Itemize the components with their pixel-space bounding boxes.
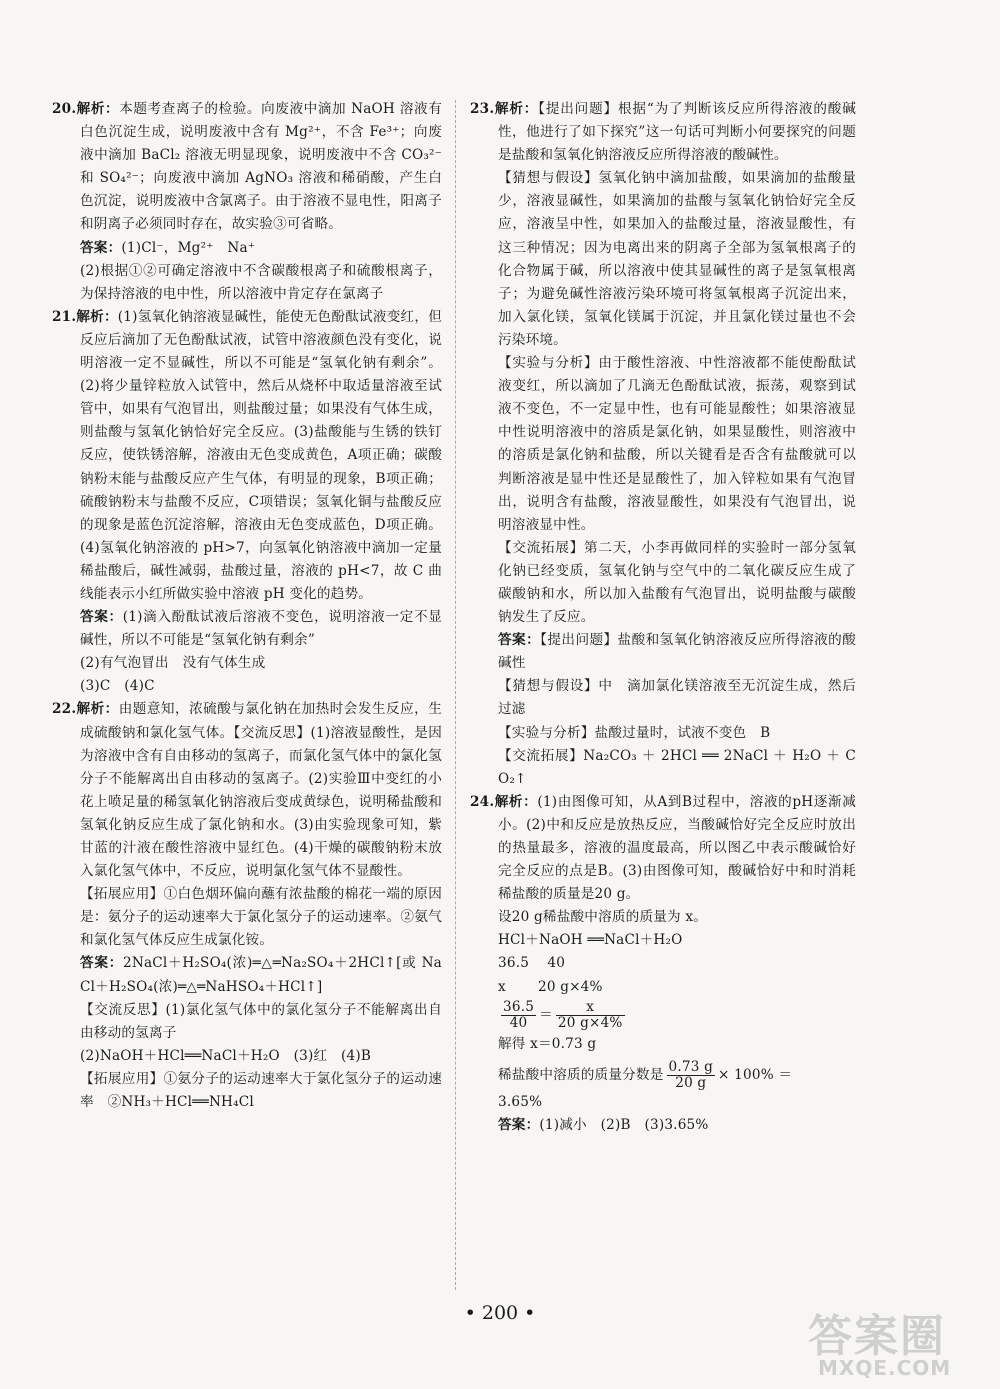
fraction: $\frac{x}{20 g\times 4\%}$ <box>557 998 623 1031</box>
fraction: $\frac{36.5}{40}$ <box>503 998 535 1031</box>
q22-answer-3: (2)NaOH＋HCl══NaCl＋H₂O (3)红 (4)B <box>80 1047 372 1064</box>
q24-result: 3.65% <box>498 1093 543 1110</box>
q21-analysis: 21.解析：(1)氢氧化钠溶液显碱性，能使无色酚酞试液变红，但反应后滴加了无色酚酞试液，试管中溶液颜色没有变化，说明溶液一定不显碱性，所以不可能是“氢氧化钠有剩余”。(2)将少量锌粒放入试管中，然后从烧杯中取适量溶液至试管中，如果有气泡冒出，则盐酸过量；如果没有气体生成，则盐酸与氢氧化钠恰好完全反应。(3)盐酸能与生锈的铁钉反应，使铁锈溶解，溶液由无色变成黄色，A项正确；碳酸钠粉末能与盐酸反应产生气体，有明显的现象，B项正确；硫酸钠粉末与盐酸不反应，C项错误；氢氧化铜与盐酸反应的现象是蓝色沉淀溶解，溶液由无色变成蓝色，D项正确。(4)氢氧化钠溶液的 pH>7，向氢氧化钠溶液中滴加一定量稀盐酸后，碱性减弱，盐酸过量，溶液的 pH<7，故 C 曲线能表示小红所做实验中溶液 pH 变化的趋势。 <box>52 308 442 602</box>
q23-answer-3: 【实验与分析】盐酸过量时，试液不变色 B <box>498 724 771 741</box>
fraction: $\frac{0.73 g}{20 g}$ <box>668 1058 714 1091</box>
q20-answer-1: 答案：(1)Cl⁻，Mg²⁺ Na⁺ <box>80 239 256 256</box>
q21-answer-3: (3)C (4)C <box>80 678 155 695</box>
q24-ratio-top: 36.5 40 <box>498 955 566 972</box>
column-divider <box>455 100 456 1290</box>
q23-experiment: 【实验与分析】由于酸性溶液、中性溶液都不能使酚酞试液变红，所以滴加了几滴无色酚酞试液，振荡，观察到试液不变色，不一定显中性，也有可能显酸性；如果溶液显中性说明溶液中的溶质是氯化钠，如果显酸性，则溶液中的溶质是氯化钠和盐酸，所以关键看是否含有盐酸就可以判断溶液是显中性还是显酸性了，加入锌粒如果有气泡冒出，说明含有盐酸，溶液显酸性，如果没有气泡冒出，说明溶液显中性。 <box>498 355 856 533</box>
left-column <box>52 98 442 1114</box>
q21-answer-1: 答案：(1)滴入酚酞试液后溶液不变色，说明溶液一定不显碱性，所以不可能是“氢氧化钠有剩余” <box>80 609 442 649</box>
q24-solve: 解得 x＝0.73 g <box>498 1035 597 1052</box>
page-number: • 200 • <box>464 1302 536 1324</box>
q24-ratio-bottom: x 20 g×4% <box>498 978 603 995</box>
q23-answer-4: 【交流拓展】Na₂CO₃ ＋ 2HCl ══ 2NaCl ＋ H₂O ＋ CO₂↑ <box>498 747 856 787</box>
q23-extension: 【交流拓展】第二天，小李再做同样的实验时一部分氢氧化钠已经变质，氢氧化钠与空气中的二氧化碳反应生成了碳酸钠和水，所以加入盐酸有气泡冒出，说明盐酸与碳酸钠发生了反应。 <box>498 539 856 626</box>
q24-proportion: $\frac{36.5}{40}$ ＝ $\frac{x}{20 g\times 4\%}$ <box>503 998 623 1031</box>
q22-answer-2: 【交流反思】(1)氯化氢气体中的氯化氢分子不能解离出自由移动的氢离子 <box>80 1001 442 1041</box>
q24-equation: HCl＋NaOH ══NaCl＋H₂O <box>498 932 683 949</box>
q24-mass-fraction: 稀盐酸中溶质的质量分数是 $\frac{0.73 g}{20 g}$ × 100% ＝ <box>498 1058 793 1091</box>
q24-answer: 答案：(1)减小 (2)B (3)3.65% <box>498 1116 709 1133</box>
q22-extension: 【拓展应用】①白色烟环偏向蘸有浓盐酸的棉花一端的原因是：氨分子的运动速率大于氯化氢分子的运动速率。②氨气和氯化氢气体反应生成氯化铵。 <box>80 886 442 949</box>
q20-answer-2: (2)根据①②可确定溶液中不含碳酸根离子和硫酸根离子，为保持溶液的电中性，所以溶液中肯定存在氯离子 <box>80 262 442 302</box>
q22-answer-1: 答案：2NaCl＋H₂SO₄(浓)═△═Na₂SO₄＋2HCl↑[或 NaCl＋H₂SO₄(浓)═△═NaHSO₄＋HCl↑] <box>80 955 442 995</box>
watermark-logo: 答案圈 MXQE.COM <box>808 1311 952 1380</box>
q23-hypothesis: 【猜想与假设】氢氧化钠中滴加盐酸，如果滴加的盐酸量少，溶液显碱性，如果滴加的盐酸与氢氧化钠恰好完全反应，溶液呈中性，如果加入的盐酸过量，溶液显酸性，有这三种情况；因为电离出来的阴离子全部为氢氧根离子的化合物属于碱，所以溶液中使其显碱性的离子是氢氧根离子；为避免碱性溶液污染环境可将氢氧根离子沉淀出来，加入氯化镁，氢氧化镁属于沉淀，并且氯化镁过量也不会污染环境。 <box>498 170 856 348</box>
q22-analysis: 22.解析：由题意知，浓硫酸与氯化钠在加热时会发生反应，生成硫酸钠和氯化氢气体。【交流反思】(1)溶液显酸性，是因为溶液中含有自由移动的氢离子，而氯化氢气体中的氯化氢分子不能解离出自由移动的氢离子。(2)实验Ⅲ中变红的小花上喷足量的稀氢氧化钠溶液后变成黄绿色，说明稀盐酸和氢氧化钠反应生成了氯化钠和水。(3)由实验现象可知，紫甘蓝的汁液在酸性溶液中显红色。(4)干燥的碳酸钠粉末放入氯化氢气体中，不反应，说明氯化氢气体不显酸性。 <box>52 701 442 880</box>
q23-answer-2: 【猜想与假设】中 滴加氯化镁溶液至无沉淀生成，然后过滤 <box>498 678 856 718</box>
q24-analysis: 24.解析：(1)由图像可知，从A到B过程中，溶液的pH逐渐减小。(2)中和反应是放热反应，当酸碱恰好完全反应时放出的热量最多，溶液的温度最高，所以图乙中表示酸碱恰好完全反应的点是B。(3)由图像可知，酸碱恰好中和时消耗稀盐酸的质量是20 g。 <box>470 793 856 903</box>
q21-answer-2: (2)有气泡冒出 没有气体生成 <box>80 655 266 672</box>
q22-answer-4: 【拓展应用】①氨分子的运动速率大于氯化氢分子的运动速率 ②NH₃＋HCl══NH₄Cl <box>80 1070 442 1111</box>
right-column <box>470 98 856 1137</box>
q23-answer-1: 答案：【提出问题】盐酸和氢氧化钠溶液反应所得溶液的酸碱性 <box>498 632 856 672</box>
q24-let: 设20 g稀盐酸中溶质的质量为 x。 <box>498 909 708 926</box>
q23-analysis: 23.解析：【提出问题】根据“为了判断该反应所得溶液的酸碱性，他进行了如下探究”这一句话可判断小何要探究的问题是盐酸和氢氧化钠溶液反应所得溶液的酸碱性。 <box>470 101 856 164</box>
q20-analysis: 20.解析：本题考查离子的检验。向废液中滴加 NaOH 溶液有白色沉淀生成，说明废液中含有 Mg²⁺，不含 Fe³⁺；向废液中滴加 BaCl₂ 溶液无明显现象，说明废液中不含 CO₃²⁻ 和 SO₄²⁻；向废液中滴加 AgNO₃ 溶液和稀硝酸，产生白色沉淀，说明废液中含氯离子。由于溶液不显电性，阳离子和阴离子必须同时存在，故实验③可省略。 <box>52 101 443 233</box>
